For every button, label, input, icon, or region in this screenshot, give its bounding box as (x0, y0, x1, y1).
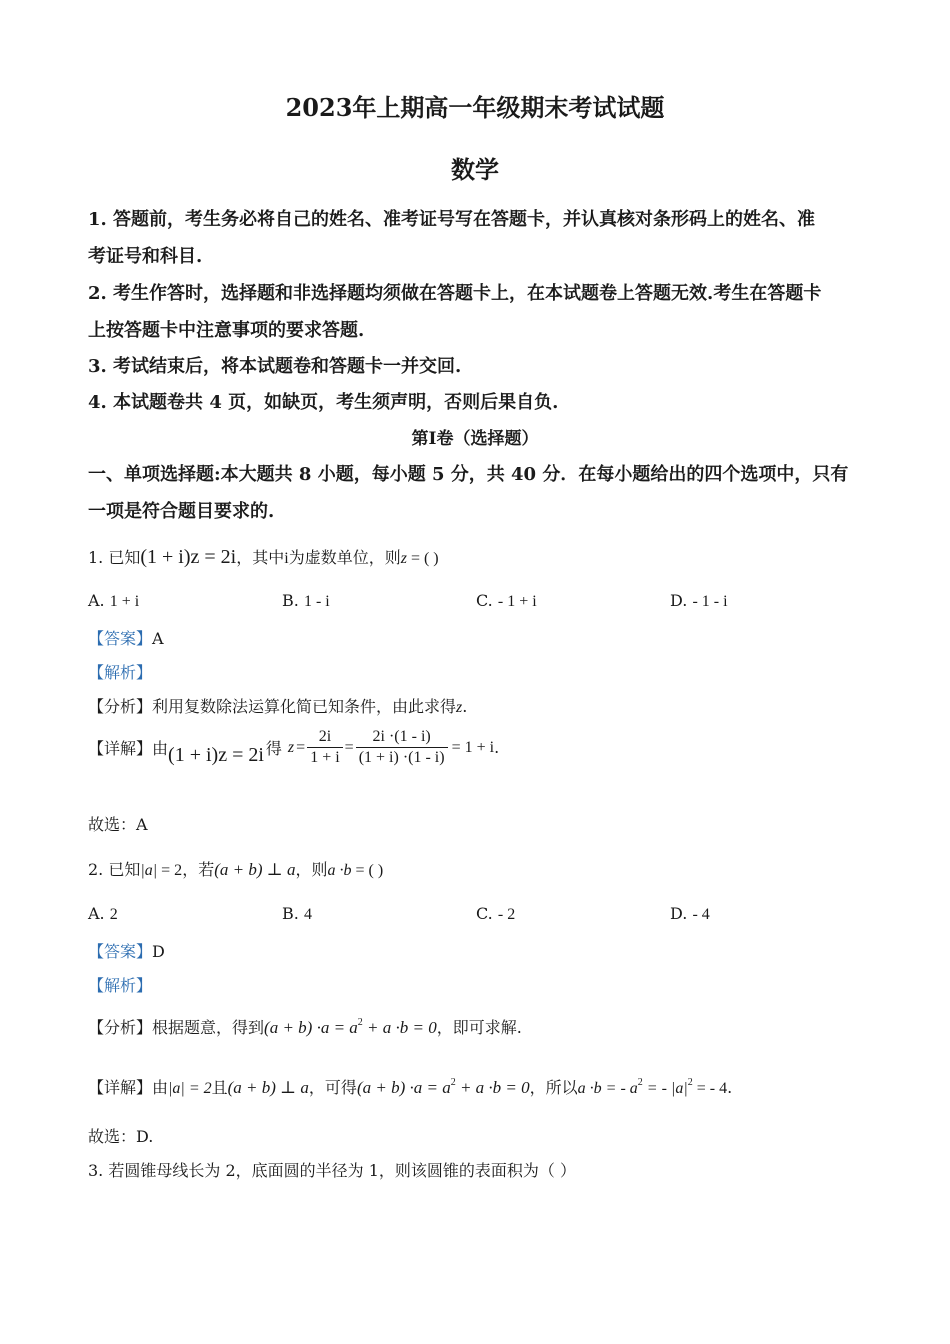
q2-detail-expression: (a + b) ·a = a (356, 1078, 451, 1097)
q2-conclusion: 故选：D. (88, 1127, 154, 1146)
q1-fraction-2-denominator: (1 + i) ·(1 - i) (358, 749, 445, 766)
q2-detail-result-2: = - |a| (642, 1080, 688, 1097)
q1-answer (88, 626, 164, 649)
q2-prefix: 2. 已知 (88, 860, 141, 879)
q1-prefix: 1. 已知 (88, 548, 141, 567)
q1-detail (88, 728, 499, 767)
q1-option-c (476, 591, 537, 611)
q1-fraction-2-numerator: 2i ·(1 - i) (356, 728, 448, 748)
q2-analysis-expression: (a + b) ·a = a (264, 1018, 358, 1037)
q1-detail-z: z (287, 738, 295, 756)
instruction-2-line-1: 2. 考生作答时，选择题和非选择题均须做在答题卡上，在本试题卷上答题无效.考生在答题卡 (88, 283, 822, 304)
q2-option-c-label: C. (476, 904, 493, 923)
q1-fraction-2 (356, 728, 448, 767)
q1-analysis-text: 利用复数除法运算化简已知条件，由此求得 (152, 697, 457, 716)
q1-option-b-value: 1 - i (303, 593, 330, 610)
q2-detail-result-superscript: 2 (637, 1077, 643, 1088)
q1-detail-expression: (1 + i)z = 2i (168, 744, 264, 766)
q1-jiexi-tag: 【解析】 (88, 663, 153, 682)
q2-analysis-text: 根据题意，得到 (152, 1018, 265, 1037)
q2-answer-value: D (152, 942, 165, 961)
section-heading-line-2: 一项是符合题目要求的. (88, 501, 275, 522)
q1-eq-2: = (344, 738, 354, 756)
q1-answer-value: A (152, 629, 164, 648)
q1-imag-unit: i (284, 550, 289, 567)
q1-option-d-label: D. (670, 591, 688, 610)
q2-option-a-label: A. (88, 904, 105, 923)
q1-fraction-1-numerator: 2i (307, 728, 342, 748)
q1-expression: (1 + i)z = 2i (140, 546, 237, 568)
q2-detail (88, 1075, 732, 1098)
q1-answer-tag: 【答案】 (88, 629, 153, 648)
q2-option-a (88, 904, 118, 924)
q2-detail-condition: (a + b) ⊥ a (227, 1078, 309, 1097)
q1-option-d-value: - 1 - i (692, 593, 728, 610)
q2-answer-tag: 【答案】 (88, 942, 153, 961)
q2-detail-qie: 且 (211, 1078, 228, 1097)
q1-option-b-label: B. (282, 591, 299, 610)
q2-comma: ，若 (182, 860, 215, 879)
instruction-1-line-1: 1. 答题前，考生务必将自己的姓名、准考证号写在答题卡，并认真核对条形码上的姓名、准 (88, 209, 816, 230)
q2-detail-abs: |a| = 2 (168, 1080, 212, 1097)
q2-option-a-value: 2 (109, 906, 118, 923)
q2-option-d (670, 904, 710, 924)
q2-abs-a: |a| (140, 862, 158, 879)
q1-analysis-tag: 【分析】 (88, 697, 153, 716)
q2-detail-tag: 【详解】 (88, 1078, 153, 1097)
question-1-stem (88, 545, 439, 569)
q1-option-c-value: - 1 + i (497, 593, 537, 610)
q2-option-b-value: 4 (303, 906, 312, 923)
q1-eq-1: = (296, 738, 306, 756)
instruction-4: 4. 本试题卷共 4 页，如缺页，考生须声明，否则后果自负. (88, 392, 559, 413)
q2-detail-result-superscript-2: 2 (687, 1077, 693, 1088)
q2-analysis-end: ，即可求解. (436, 1018, 522, 1037)
q1-option-d (670, 591, 728, 611)
q1-option-c-label: C. (476, 591, 493, 610)
q2-analysis-tag: 【分析】 (88, 1018, 153, 1037)
q2-tail: = ( ) (351, 862, 384, 879)
q2-detail-end: . (727, 1078, 733, 1097)
q1-z: z (400, 550, 407, 567)
q1-detail-de: 得 (265, 739, 282, 758)
q2-detail-you: 由 (152, 1078, 169, 1097)
part-title: 第Ⅰ卷（选择题） (411, 429, 539, 449)
q1-option-a-label: A. (88, 591, 105, 610)
q2-option-c (476, 904, 515, 924)
q2-answer (88, 939, 165, 962)
instruction-3: 3. 考试结束后，将本试题卷和答题卡一并交回. (88, 356, 462, 377)
question-2-stem (88, 857, 383, 880)
q2-then: ，则 (295, 860, 328, 879)
section-heading-line-1: 一、单项选择题:本大题共 8 小题，每小题 5 分，共 40 分．在每小题给出的四个选项中，只有 (88, 464, 849, 485)
instruction-2-line-2: 上按答题卡中注意事项的要求答题. (88, 320, 365, 341)
q1-detail-end: . (494, 738, 500, 757)
q2-detail-suoyi: ，所以 (529, 1078, 578, 1097)
q1-analysis (88, 694, 467, 717)
q1-eq-3: = 1 + i (451, 738, 495, 756)
q2-detail-expression-2: + a ·b = 0 (455, 1078, 530, 1097)
q2-dot-product: a ·b (327, 862, 352, 879)
subject-title: 数学 (451, 155, 499, 184)
q2-eq-2: = 2 (157, 862, 183, 879)
q1-tail: = ( ) (406, 550, 439, 567)
q1-option-a (88, 591, 139, 611)
question-3-stem: 3. 若圆锥母线长为 2，底面圆的半径为 1，则该圆锥的表面积为（ ） (88, 1161, 576, 1180)
q2-detail-kede: ，可得 (308, 1078, 357, 1097)
q2-option-c-value: - 2 (497, 906, 516, 923)
q2-detail-superscript: 2 (450, 1077, 456, 1088)
instruction-1-line-2: 考证号和科目. (88, 246, 203, 267)
q1-option-a-value: 1 + i (109, 593, 140, 610)
q2-jiexi-tag: 【解析】 (88, 976, 153, 995)
q2-option-d-label: D. (670, 904, 688, 923)
q2-option-d-value: - 4 (692, 906, 710, 923)
q2-analysis-expression-2: + a ·b = 0 (362, 1018, 437, 1037)
q2-analysis (88, 1015, 522, 1038)
q1-mid: ，其中 (236, 548, 285, 567)
q1-conclusion: 故选：A (88, 815, 148, 834)
q2-option-b (282, 904, 312, 924)
q1-detail-you: 由 (152, 739, 169, 758)
q2-analysis-superscript: 2 (357, 1017, 363, 1028)
exam-title: 2023年上期高一年级期末考试试题 (285, 93, 665, 122)
q2-detail-result: a ·b = - a (577, 1080, 638, 1097)
q1-option-b (282, 591, 330, 611)
q1-detail-tag: 【详解】 (88, 739, 153, 758)
q1-fraction-1 (307, 728, 342, 767)
q2-option-b-label: B. (282, 904, 299, 923)
q2-detail-result-3: = - 4 (692, 1080, 728, 1097)
q1-mid-2: 为虚数单位，则 (288, 548, 401, 567)
q1-fraction-1-denominator: 1 + i (310, 749, 340, 766)
q2-condition: (a + b) ⊥ a (214, 860, 296, 879)
q1-analysis-end: . (462, 697, 468, 716)
q1-analysis-z: z (456, 699, 463, 716)
